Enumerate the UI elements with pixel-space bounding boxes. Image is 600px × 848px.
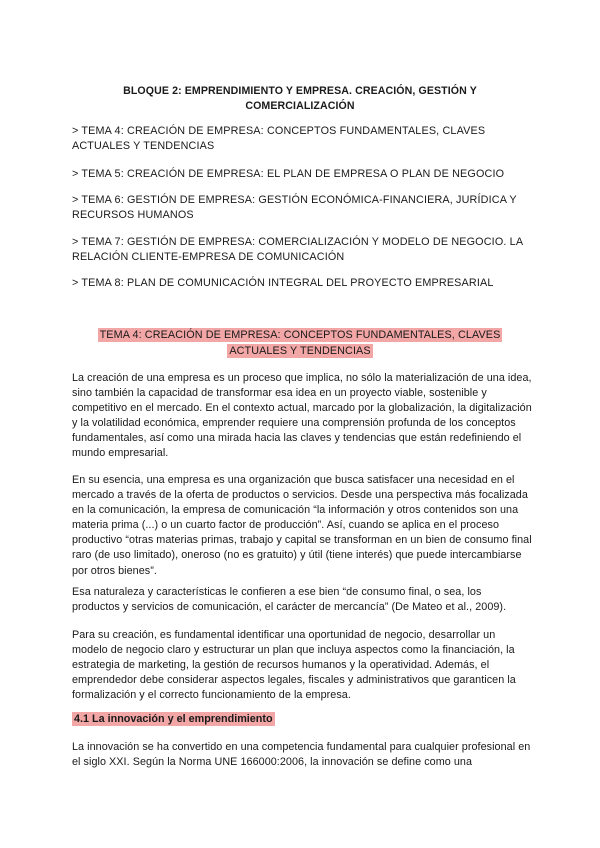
toc-item-tema-6: > TEMA 6: GESTIÓN DE EMPRESA: GESTIÓN ECONÓMICA-FINANCIERA, JURÍDICA Y RECURSOS HUMANOS	[72, 194, 517, 221]
section-title-line-2: ACTUALES Y TENDENCIAS	[229, 345, 371, 357]
section-title	[72, 327, 528, 359]
paragraph-nature: Esa naturaleza y características le confieren a ese bien “de consumo final, o sea, los productos y servicios de comunicación, el carácter de mercancía” (De Mateo et al., 2009).	[72, 586, 507, 614]
toc-item-tema-4: > TEMA 4: CREACIÓN DE EMPRESA: CONCEPTOS FUNDAMENTALES, CLAVES ACTUALES Y TENDENCIAS	[72, 125, 486, 152]
paragraph-creation: Para su creación, es fundamental identificar una oportunidad de negocio, desarrollar un modelo de negocio claro y estructurar un plan que incluya aspectos como la financiación, la estrategia de marketing, la gestión de recursos humanos y la operatividad. Además, el emprendedor debe considerar aspectos legales, fiscales y administrativos que garanticen la formalización y el correcto funcionamiento de la empresa.	[72, 629, 516, 702]
toc-item-tema-7: > TEMA 7: GESTIÓN DE EMPRESA: COMERCIALIZACIÓN Y MODELO DE NEGOCIO. LA RELACIÓN CLIENTE-EMPRESA DE COMUNICACIÓN	[72, 236, 523, 263]
paragraph-essence: En su esencia, una empresa es una organización que busca satisfacer una necesidad en el mercado a través de la oferta de productos o servicios. Desde una perspectiva más focalizada en la comunicación, la empresa de comunicación “la información y otros contenidos son una materia prima (...) o un cuarto factor de producción”. Así, cuando se aplica en el proceso productivo “otras materias primas, trabajo y capital se transforman en un bien de consumo final raro (de uso limitado), oneroso (no es gratuito) y útil (tiene interés) que puede intercambiarse por otros bienes”.	[72, 474, 532, 577]
subheading-innovation	[72, 712, 275, 727]
section-title-line-1: TEMA 4: CREACIÓN DE EMPRESA: CONCEPTOS FUNDAMENTALES, CLAVES	[99, 329, 501, 341]
toc-item-tema-5: > TEMA 5: CREACIÓN DE EMPRESA: EL PLAN DE EMPRESA O PLAN DE NEGOCIO	[72, 168, 505, 180]
paragraph-innovation: La innovación se ha convertido en una competencia fundamental para cualquier profesional en el siglo XXI. Según la Norma UNE 166000:2006, la innovación se define como una	[72, 741, 531, 769]
paragraph-intro: La creación de una empresa es un proceso que implica, no sólo la materialización de una idea, sino también la capacidad de transformar esa idea en un proyecto viable, sostenible y competitivo en el mercado. En el contexto actual, marcado por la globalización, la digitalización y la volatilidad económica, emprender requiere una comprensión profunda de los conceptos fundamentales, así como una mirada hacia las claves y tendencias que están redefiniendo el mundo empresarial.	[72, 372, 532, 460]
toc-item-tema-8: > TEMA 8: PLAN DE COMUNICACIÓN INTEGRAL DEL PROYECTO EMPRESARIAL	[72, 277, 494, 289]
block-title: BLOQUE 2: EMPRENDIMIENTO Y EMPRESA. CREACIÓN, GESTIÓN Y COMERCIALIZACIÓN	[123, 85, 477, 112]
subheading-text: 4.1 La innovación y el emprendimiento	[74, 713, 273, 725]
